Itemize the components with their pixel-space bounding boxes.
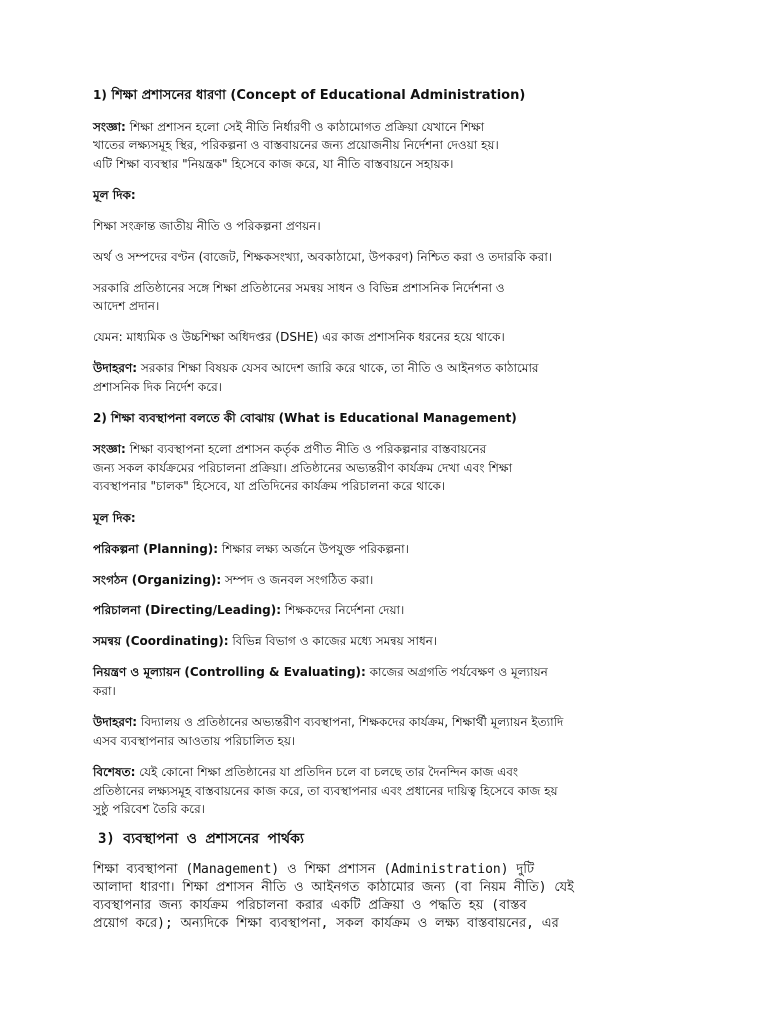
- s2-definition-line-2: জন্য সকল কার্যক্রমের পরিচালনা প্রক্রিয়া। প্রতিষ্ঠানের অভ্যন্তরীণ কার্যক্রম দেখা এবং শিক্ষা: [93, 461, 513, 475]
- s2-definition-line-1: [93, 442, 486, 456]
- s1-features-label: মূল দিক:: [93, 188, 136, 202]
- s3-line-4: প্রয়োগ করে); অন্যদিকে শিক্ষা ব্যবস্থাপনা, সকল কার্যক্রম ও লক্ষ্য বাস্তবায়নের, এর: [93, 916, 559, 931]
- s2-item-2-bn: সংগঠন: [93, 573, 128, 587]
- s2-note-line-1: [93, 765, 518, 779]
- s2-item-4-en: (Coordinating):: [121, 634, 229, 648]
- s2-definition-line-3: ব্যবস্থাপনার "চালক" হিসেবে, যা প্রতিদিনের কার্যক্রম পরিচালনা করে থাকে।: [93, 479, 446, 493]
- s3-line-2: আলাদা ধারণা। শিক্ষা প্রশাসন নীতি ও আইনগত কাঠামোর জন্য (বা নিয়ম নীতি) যেই: [93, 880, 574, 895]
- s1-point-1: শিক্ষা সংক্রান্ত জাতীয় নীতি ও পরিকল্পনা প্রণয়ন।: [93, 219, 321, 233]
- s2-item-controlling: [93, 665, 548, 679]
- s2-item-1-bn: পরিকল্পনা: [93, 542, 139, 556]
- s1-example-line-1: [93, 361, 539, 375]
- s2-note-label: বিশেষত:: [93, 765, 136, 779]
- s1-point-2: অর্থ ও সম্পদের বণ্টন (বাজেট, শিক্ষকসংখ্যা, অবকাঠামো, উপকরণ) নিশ্চিত করা ও তদারকি করা।: [93, 250, 553, 264]
- s2-item-directing: [93, 603, 404, 617]
- section-1-heading: [93, 88, 525, 103]
- s2-example-label: উদাহরণ:: [93, 715, 138, 729]
- s2-definition-label: সংজ্ঞা:: [93, 442, 126, 456]
- s2-item-4-desc: বিভিন্ন বিভাগ ও কাজের মধ্যে সমন্বয় সাধন।: [228, 634, 438, 648]
- s1-definition-text-1: শিক্ষা প্রশাসন হলো সেই নীতি নির্ধারণী ও কাঠামোগত প্রক্রিয়া যেখানে শিক্ষা: [125, 120, 485, 134]
- section-2-heading-bn: শিক্ষা ব্যবস্থাপনা বলতে কী বোঝায়: [111, 411, 275, 425]
- s1-example-text-1: সরকার শিক্ষা বিষয়ক যেসব আদেশ জারি করে থাকে, তা নীতি ও আইনগত কাঠামোর: [137, 361, 539, 375]
- s2-item-organizing: [93, 573, 373, 587]
- s1-definition-line-3: এটি শিক্ষা ব্যবস্থার "নিয়ন্ত্রক" হিসেবে কাজ করে, যা নীতি বাস্তবায়নে সহায়ক।: [93, 157, 454, 171]
- section-1-heading-en: (Concept of Educational Administration): [230, 88, 526, 103]
- s1-point-3-line-1: সরকারি প্রতিষ্ঠানের সঙ্গে শিক্ষা প্রতিষ্ঠানের সমন্বয় সাধন ও বিভিন্ন প্রশাসনিক নির্দেশনা ও: [93, 281, 505, 295]
- section-2-heading: [93, 411, 517, 425]
- s2-item-3-en: (Directing/Leading):: [140, 603, 282, 617]
- s2-item-5-en: (Controlling & Evaluating):: [180, 665, 366, 679]
- s2-item-controlling-line-2: করা।: [93, 684, 116, 698]
- s2-features-label: মূল দিক:: [93, 511, 136, 525]
- s1-definition-label: সংজ্ঞা:: [93, 120, 126, 134]
- s3-line-1: শিক্ষা ব্যবস্থাপনা (Management) ও শিক্ষা প্রশাসন (Administration) দুটি: [93, 862, 535, 877]
- s2-item-planning: [93, 542, 409, 556]
- s2-item-1-desc: শিক্ষার লক্ষ্য অর্জনে উপযুক্ত পরিকল্পনা।: [218, 542, 409, 556]
- section-2-number: 2): [93, 411, 107, 425]
- section-2-heading-en: (What is Educational Management): [278, 411, 517, 425]
- s2-item-3-desc: শিক্ষকদের নির্দেশনা দেয়া।: [281, 603, 405, 617]
- s3-line-3: ব্যবস্থাপনার জন্য কার্যক্রম পরিচালনা করার একটি প্রক্রিয়া ও পদ্ধতি হয় (বাস্তব: [93, 898, 527, 913]
- s2-definition-text-1: শিক্ষা ব্যবস্থাপনা হলো প্রশাসন কর্তৃক প্রণীত নীতি ও পরিকল্পনার বাস্তবায়নের: [125, 442, 487, 456]
- section-1-number: 1): [93, 88, 107, 102]
- s2-item-2-en: (Organizing):: [127, 573, 222, 587]
- s2-note-text-1: যেই কোনো শিক্ষা প্রতিষ্ঠানের যা প্রতিদিন চলে বা চলছে তার দৈনন্দিন কাজ এবং: [135, 765, 519, 779]
- s2-item-1-en: (Planning):: [138, 542, 219, 556]
- s1-definition-line-2: খাতের লক্ষ্যসমূহ স্থির, পরিকল্পনা ও বাস্তবায়নের জন্য প্রয়োজনীয় নির্দেশনা দেওয়া হয়।: [93, 138, 499, 152]
- s2-note-line-2: প্রতিষ্ঠানের লক্ষ্যসমূহ বাস্তবায়নের কাজ করে, তা ব্যবস্থাপনার এবং প্রধানের দায়িত্ব হিসেবে কাজ হয়: [93, 784, 558, 798]
- s2-item-2-desc: সম্পদ ও জনবল সংগঠিত করা।: [221, 573, 374, 587]
- s1-point-3-line-2: আদেশ প্রদান।: [93, 299, 160, 313]
- s1-example-line-2: প্রশাসনিক দিক নির্দেশ করে।: [93, 380, 222, 394]
- s2-note-line-3: সুষ্ঠু পরিবেশ তৈরি করে।: [93, 802, 205, 816]
- s2-item-5-desc: কাজের অগ্রগতি পর্যবেক্ষণ ও মূল্যায়ন: [365, 665, 548, 679]
- section-1-heading-bn: শিক্ষা প্রশাসনের ধারণা: [111, 88, 226, 103]
- s2-item-3-bn: পরিচালনা: [93, 603, 141, 617]
- section-3-heading: 3) ব্যবস্থাপনা ও প্রশাসনের পার্থক্য: [98, 831, 304, 847]
- s2-item-coordinating: [93, 634, 437, 648]
- s1-example-label: উদাহরণ:: [93, 361, 138, 375]
- s2-item-4-bn: সমন্বয়: [93, 634, 122, 648]
- s2-item-5-bn: নিয়ন্ত্রণ ও মূল্যায়ন: [93, 665, 181, 679]
- s1-definition-line-1: [93, 120, 484, 134]
- s2-example-text-1: বিদ্যালয় ও প্রতিষ্ঠানের অভ্যন্তরীণ ব্যবস্থাপনা, শিক্ষকদের কার্যক্রম, শিক্ষার্থী মূল্যায়ন ইত্যাদি: [137, 715, 564, 729]
- s2-example-line-2: এসব ব্যবস্থাপনার আওতায় পরিচালিত হয়।: [93, 734, 296, 748]
- s1-point-4: যেমন: মাধ্যমিক ও উচ্চশিক্ষা অধিদপ্তর (DSHE) এর কাজ প্রশাসনিক ধরনের হয়ে থাকে।: [93, 330, 505, 344]
- s2-example-line-1: [93, 715, 563, 729]
